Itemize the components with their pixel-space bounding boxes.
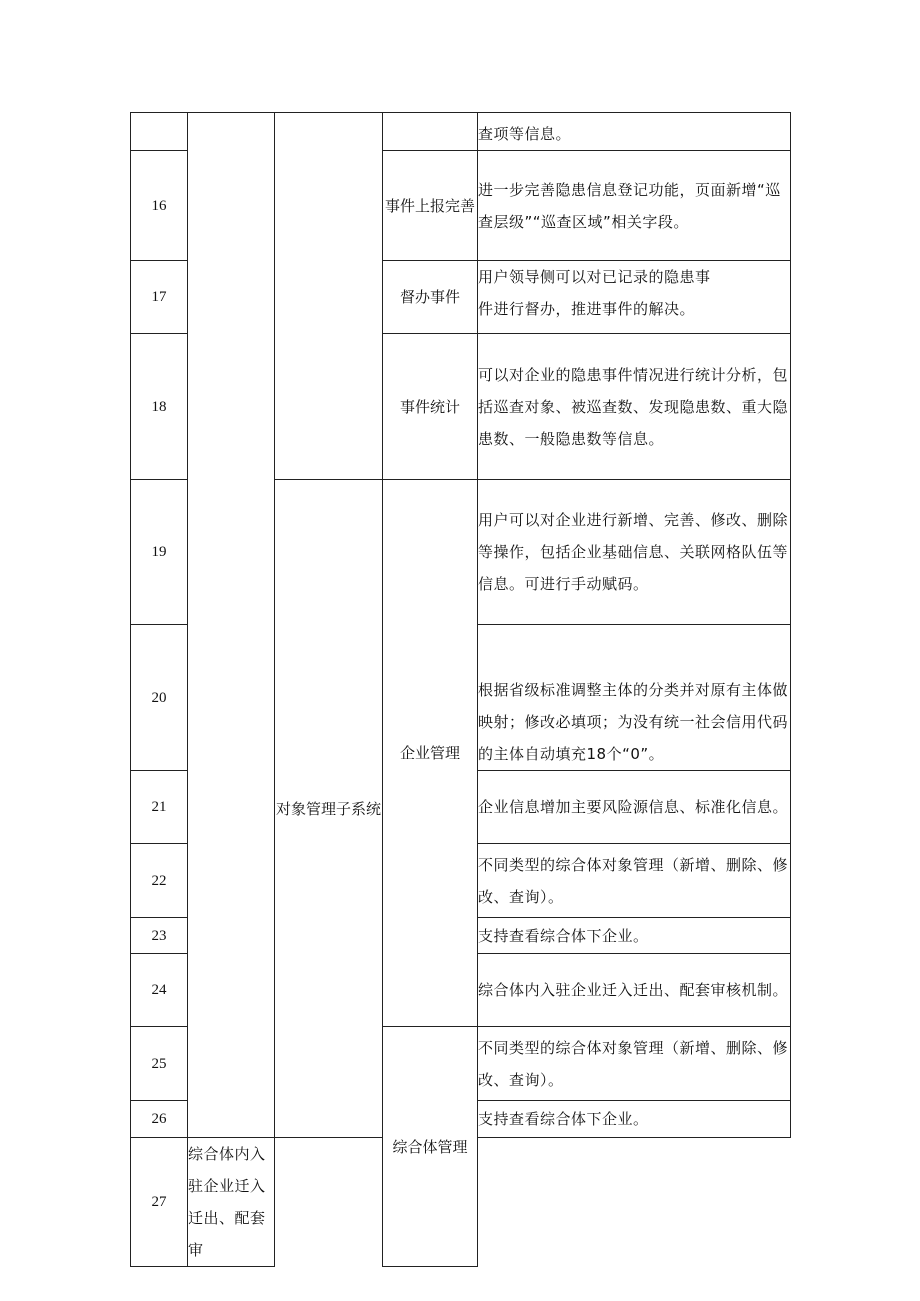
row-number: 22 xyxy=(131,844,188,918)
row-number: 26 xyxy=(131,1101,188,1138)
row-number xyxy=(131,113,188,151)
description-line: 件进行督办，推进事件的解决。 xyxy=(478,300,696,318)
description-cell: 企业信息增加主要风险源信息、标准化信息。 xyxy=(478,771,791,844)
feature-cell: 事件上报完善 xyxy=(383,151,478,261)
description-cell: 不同类型的综合体对象管理（新增、删除、修改、查询）。 xyxy=(478,1027,791,1101)
description-cell: 查项等信息。 xyxy=(478,113,791,151)
description-cell: 综合体内入驻企业迁入迁出、配套审 xyxy=(188,1138,275,1267)
row-number: 23 xyxy=(131,918,188,954)
row-number: 27 xyxy=(131,1138,188,1267)
description-cell: 综合体内入驻企业迁入迁出、配套审核机制。 xyxy=(478,954,791,1027)
feature-cell xyxy=(383,113,478,151)
row-number: 24 xyxy=(131,954,188,1027)
row-number: 25 xyxy=(131,1027,188,1101)
description-cell: 可以对企业的隐患事件情况进行统计分析，包括巡查对象、被巡查数、发现隐患数、重大隐患数、一般隐患数等信息。 xyxy=(478,334,791,480)
module-enterprise: 企业管理 xyxy=(383,480,478,1027)
description-line: 用户领导侧可以对已记录的隐患事 xyxy=(478,268,711,286)
description-cell: 进一步完善隐患信息登记功能，页面新增“巡查层级”“巡查区域”相关字段。 xyxy=(478,151,791,261)
description-cell: 支持查看综合体下企业。 xyxy=(478,918,791,954)
spec-table xyxy=(130,112,791,1267)
feature-cell: 督办事件 xyxy=(383,261,478,334)
row-number: 19 xyxy=(131,480,188,625)
row-number: 20 xyxy=(131,625,188,771)
row-number: 17 xyxy=(131,261,188,334)
description-cell: 用户可以对企业进行新增、完善、修改、删除等操作，包括企业基础信息、关联网格队伍等信息。可进行手动赋码。 xyxy=(478,480,791,625)
description-cell: 不同类型的综合体对象管理（新增、删除、修改、查询）。 xyxy=(478,844,791,918)
table-row xyxy=(131,113,791,151)
feature-cell: 事件统计 xyxy=(383,334,478,480)
subsystem-cell-prev xyxy=(275,113,383,480)
category-cell xyxy=(188,113,275,1138)
description-cell: 支持查看综合体下企业。 xyxy=(478,1101,791,1138)
description-cell: 根据省级标准调整主体的分类并对原有主体做映射；修改必填项；为没有统一社会信用代码的主体自动填充18个“0”。 xyxy=(478,625,791,771)
description-cell xyxy=(478,261,791,334)
subsystem-cell: 对象管理子系统 xyxy=(275,480,383,1138)
module-complex: 综合体管理 xyxy=(383,1027,478,1267)
row-number: 21 xyxy=(131,771,188,844)
row-number: 16 xyxy=(131,151,188,261)
row-number: 18 xyxy=(131,334,188,480)
